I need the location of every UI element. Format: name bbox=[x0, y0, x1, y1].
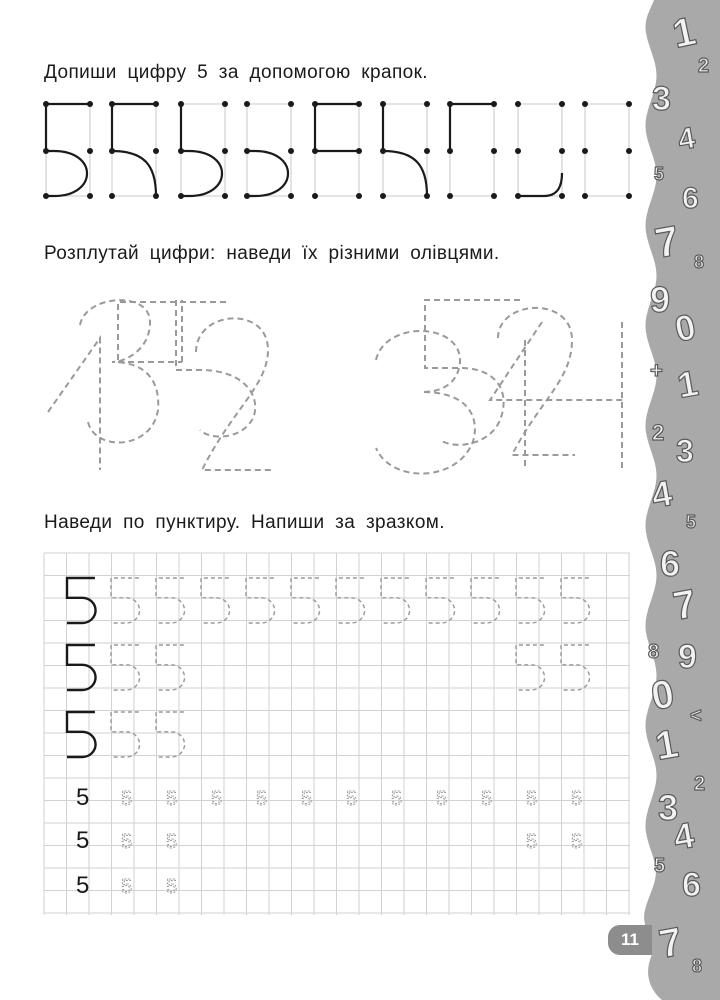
strip-glyph: 5 bbox=[654, 855, 666, 877]
strip-glyph: 6 bbox=[660, 543, 681, 584]
exercise-2-instruction: Розплутай цифри: наведи їх різними олівцями. bbox=[44, 243, 500, 264]
strip-glyph: 7 bbox=[651, 216, 683, 267]
strip-glyph: 3 bbox=[676, 433, 694, 469]
trace-digit-big bbox=[381, 578, 410, 623]
trace-digit-big bbox=[156, 578, 185, 623]
trace-digit-big bbox=[516, 578, 545, 623]
sample-digit-big-2 bbox=[67, 645, 96, 690]
trace-digit-big bbox=[156, 645, 185, 690]
strip-glyph: 3 bbox=[652, 80, 671, 118]
strip-glyph: 4 bbox=[648, 472, 676, 516]
strip-glyph: 0 bbox=[671, 305, 700, 350]
strip-glyph: 6 bbox=[682, 182, 699, 215]
sample-digit-big-3 bbox=[67, 712, 96, 757]
trace-digit-small: 5 bbox=[391, 788, 403, 810]
strip-glyph: 2 bbox=[652, 420, 665, 445]
trace-digit-small: 5 bbox=[436, 788, 448, 810]
strip-glyph: 0 bbox=[647, 671, 678, 719]
strip-glyph: 5 bbox=[686, 512, 697, 532]
trace-digit-small: 5 bbox=[121, 831, 133, 853]
trace-digit-small: 5 bbox=[121, 788, 133, 810]
trace-digit-big bbox=[516, 645, 545, 690]
trace-digit-big bbox=[111, 645, 140, 690]
grid-lines bbox=[44, 553, 630, 915]
exercise-3-instruction: Наведи по пунктиру. Напиши за зразком. bbox=[44, 512, 445, 533]
strip-glyph: 2 bbox=[698, 55, 710, 77]
exercise-1-instruction: Допиши цифру 5 за допомогою крапок. bbox=[44, 62, 428, 83]
strip-glyph: 5 bbox=[654, 164, 665, 184]
strip-glyph: 7 bbox=[655, 919, 686, 967]
trace-digit-big bbox=[561, 645, 590, 690]
strip-glyph: 1 bbox=[674, 362, 702, 406]
trace-digit-small: 5 bbox=[346, 788, 358, 810]
trace-digit-small: 5 bbox=[166, 831, 178, 853]
trace-digit-small: 5 bbox=[301, 788, 313, 810]
sample-digit-big-1 bbox=[67, 578, 96, 623]
sample-digit-small-2: 5 bbox=[76, 827, 90, 854]
trace-digit-big bbox=[156, 712, 185, 757]
trace-digit-big bbox=[471, 578, 500, 623]
trace-digit-small: 5 bbox=[571, 831, 583, 853]
strip-glyph: 9 bbox=[650, 279, 671, 320]
trace-digit-small: 5 bbox=[166, 788, 178, 810]
strip-glyph: 6 bbox=[682, 866, 701, 904]
strip-glyph: < bbox=[690, 705, 702, 727]
decorative-number-strip bbox=[640, 0, 720, 1000]
strip-glyph: 8 bbox=[692, 956, 703, 976]
trace-digit-big bbox=[111, 578, 140, 623]
strip-glyph: 4 bbox=[675, 121, 698, 157]
strip-glyph: + bbox=[650, 358, 663, 383]
strip-glyph: 2 bbox=[694, 773, 706, 795]
trace-digit-big bbox=[246, 578, 275, 623]
trace-digit-big bbox=[561, 578, 590, 623]
strip-glyph: 8 bbox=[648, 641, 660, 663]
trace-digit-big bbox=[291, 578, 320, 623]
strip-glyph: 9 bbox=[678, 638, 697, 676]
trace-digit-big bbox=[426, 578, 455, 623]
strip-glyph: 1 bbox=[668, 9, 700, 57]
trace-digit-big bbox=[336, 578, 365, 623]
trace-digit-small: 5 bbox=[121, 876, 133, 898]
trace-digit-small: 5 bbox=[571, 788, 583, 810]
trace-digit-big bbox=[201, 578, 230, 623]
page-number: 11 bbox=[608, 925, 652, 955]
trace-digit-small: 5 bbox=[481, 788, 493, 810]
trace-digit-small: 5 bbox=[166, 876, 178, 898]
trace-digit-small: 5 bbox=[211, 788, 223, 810]
strip-glyph: 3 bbox=[658, 787, 679, 828]
trace-digit-small: 5 bbox=[526, 788, 538, 810]
strip-glyph: 8 bbox=[694, 252, 705, 272]
sample-digit-small-1: 5 bbox=[76, 784, 90, 811]
trace-digit-big bbox=[111, 712, 140, 757]
strip-glyph: 1 bbox=[651, 721, 682, 769]
trace-digit-small: 5 bbox=[526, 831, 538, 853]
strip-glyph: 7 bbox=[669, 581, 700, 629]
sample-digit-small-3: 5 bbox=[76, 872, 90, 899]
trace-digit-small: 5 bbox=[256, 788, 268, 810]
strip-glyph: 4 bbox=[670, 814, 698, 858]
